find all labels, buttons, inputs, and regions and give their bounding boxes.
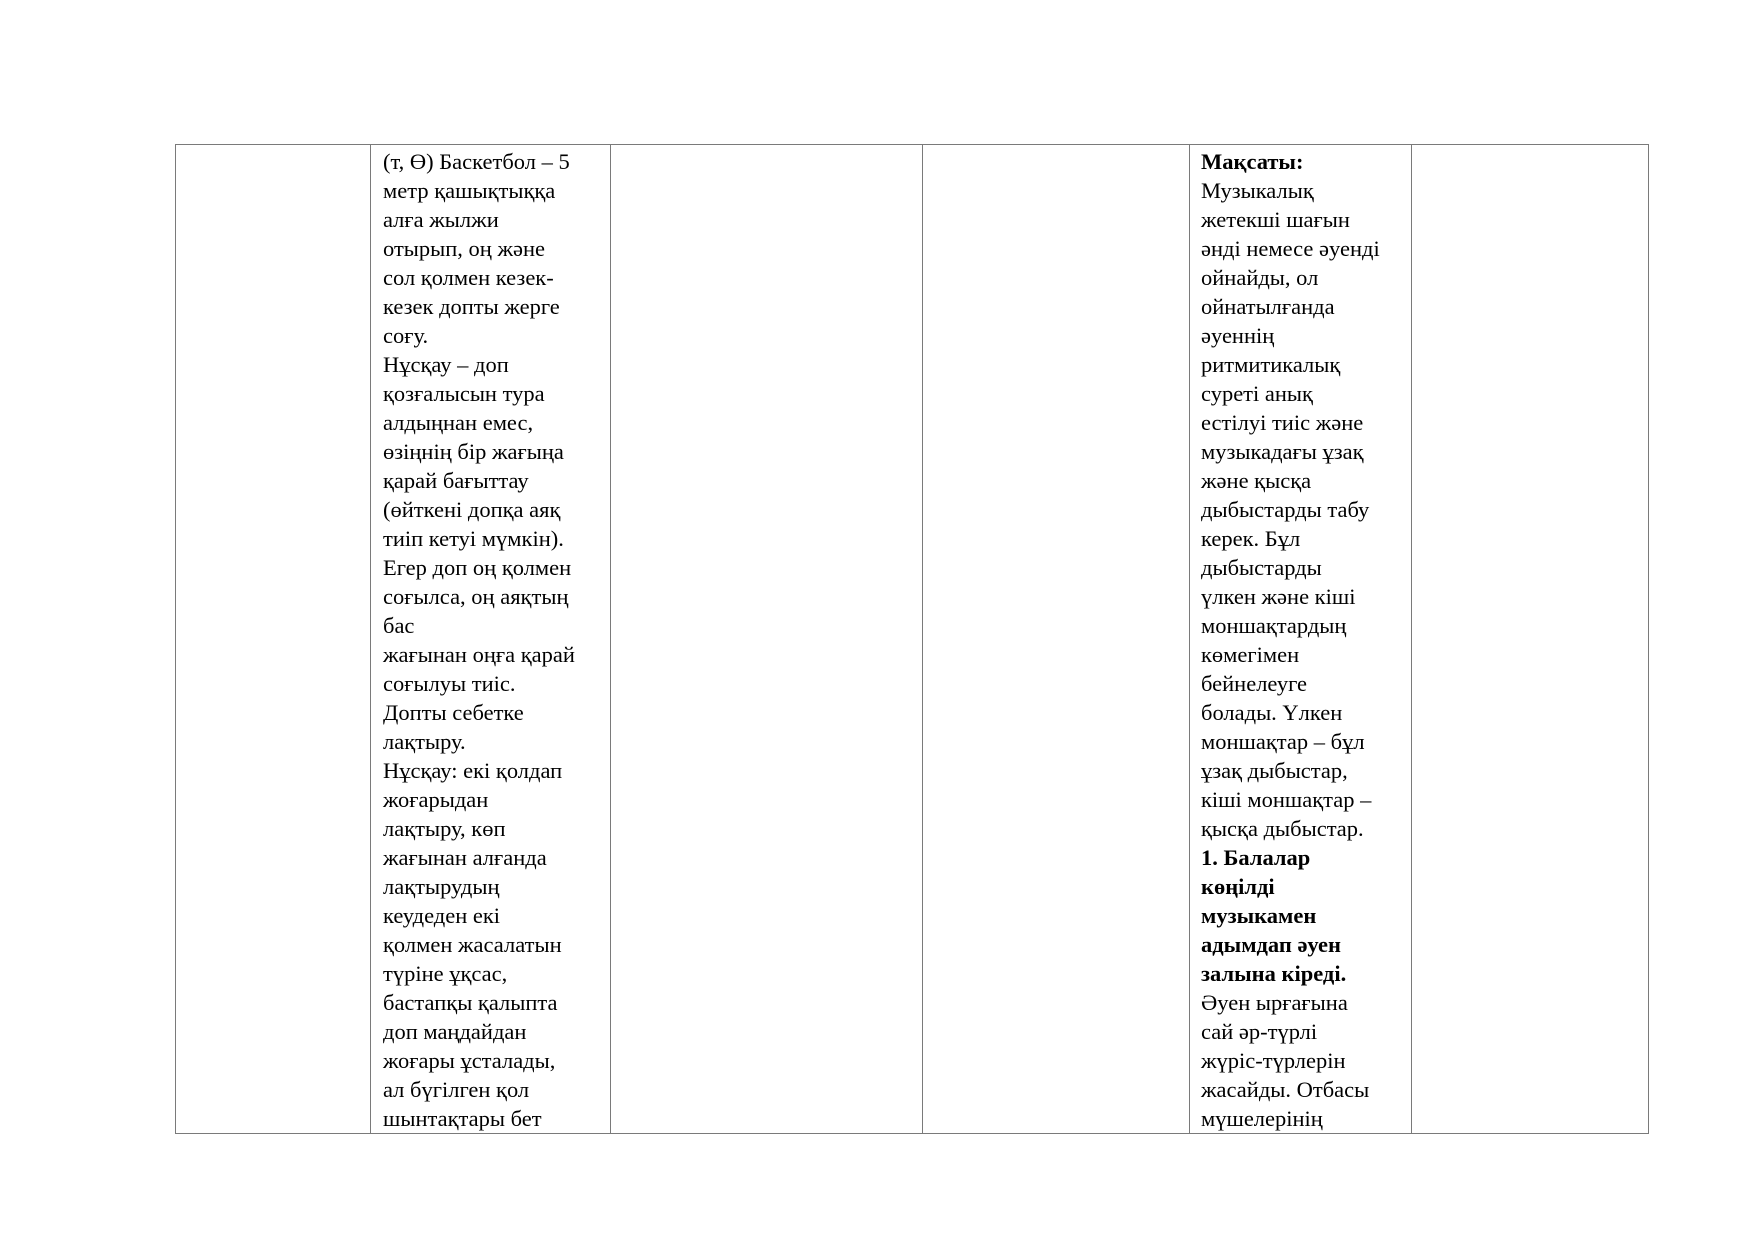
- text-line: ойнайды, ол: [1201, 265, 1319, 290]
- text-line: лақтыру.: [383, 729, 466, 754]
- bold-text-line: көңілді: [1201, 874, 1275, 899]
- text-line: доп маңдайдан: [383, 1019, 527, 1044]
- text-line: дыбыстарды: [1201, 555, 1322, 580]
- bold-text-line: залына кіреді.: [1201, 961, 1347, 986]
- text-line: ал бүгілген қол: [383, 1077, 530, 1102]
- text-line: бас: [383, 613, 415, 638]
- bold-text-line: Мақсаты:: [1201, 149, 1304, 174]
- text-line: бастапқы қалыпта: [383, 990, 558, 1015]
- text-line: Егер доп оң қолмен: [383, 555, 572, 580]
- bold-text-line: адымдап әуен: [1201, 932, 1341, 957]
- text-line: соғылса, оң аяқтың: [383, 584, 569, 609]
- text-line: кезек допты жерге: [383, 294, 560, 319]
- text-line: лақтыру, көп: [383, 816, 506, 841]
- music-activity-text: [1190, 145, 1411, 1133]
- text-line: және қысқа: [1201, 468, 1312, 493]
- text-line: қысқа дыбыстар.: [1201, 816, 1364, 841]
- text-line: Әуен ырғағына: [1201, 990, 1348, 1015]
- text-line: суреті анық: [1201, 381, 1313, 406]
- text-line: мүшелерінің: [1201, 1106, 1323, 1131]
- text-line: болады. Үлкен: [1201, 700, 1343, 725]
- text-line: алға жылжи: [383, 207, 499, 232]
- table-cell-music: [1190, 145, 1412, 1134]
- text-line: әуеннің: [1201, 323, 1275, 348]
- text-line: моншақтардың: [1201, 613, 1347, 638]
- text-line: естілуі тиіс және: [1201, 410, 1364, 435]
- text-line: жағынан оңға қарай: [383, 642, 575, 667]
- text-line: түріне ұқсас,: [383, 961, 508, 986]
- text-line: соғылуы тиіс.: [383, 671, 516, 696]
- bold-text-line: музыкамен: [1201, 903, 1317, 928]
- text-line: Допты себетке: [383, 700, 524, 725]
- text-line: Нұсқау – доп: [383, 352, 509, 377]
- text-line: қарай бағыттау: [383, 468, 529, 493]
- text-line: метр қашықтыққа: [383, 178, 556, 203]
- text-line: қолмен жасалатын: [383, 932, 562, 957]
- text-line: жоғары ұсталады,: [383, 1048, 556, 1073]
- text-line: лақтырудың: [383, 874, 500, 899]
- text-line: ритмитикалық: [1201, 352, 1341, 377]
- text-line: дыбыстарды табу: [1201, 497, 1370, 522]
- text-line: отырып, оң және: [383, 236, 546, 261]
- text-line: жағынан алғанда: [383, 845, 547, 870]
- text-line: музыкадағы ұзақ: [1201, 439, 1364, 464]
- text-line: (өйткені допқа аяқ: [383, 497, 561, 522]
- table-cell-empty-3: [611, 145, 923, 1134]
- text-line: әнді немесе әуенді: [1201, 236, 1380, 261]
- schedule-table: [175, 144, 1649, 1134]
- table-cell-basketball: [371, 145, 611, 1134]
- text-line: жоғарыдан: [383, 787, 489, 812]
- text-line: өзіңнің бір жағыңа: [383, 439, 564, 464]
- text-line: тиіп кетуі мүмкін).: [383, 526, 564, 551]
- table-cell-empty-4: [923, 145, 1190, 1134]
- text-line: ұзақ дыбыстар,: [1201, 758, 1348, 783]
- text-line: соғу.: [383, 323, 429, 348]
- table-cell-empty-6: [1412, 145, 1649, 1134]
- text-line: моншақтар – бұл: [1201, 729, 1365, 754]
- text-line: бейнелеуге: [1201, 671, 1308, 696]
- bold-text-line: 1. Балалар: [1201, 845, 1311, 870]
- text-line: Нұсқау: екі қолдап: [383, 758, 563, 783]
- table-cell-empty-1: [176, 145, 371, 1134]
- text-line: қозғалысын тура: [383, 381, 545, 406]
- text-line: алдыңнан емес,: [383, 410, 534, 435]
- table-row: [176, 145, 1649, 1134]
- text-line: жетекші шағын: [1201, 207, 1350, 232]
- text-line: (т, Ө) Баскетбол – 5: [383, 149, 570, 174]
- text-line: жүріс-түрлерін: [1201, 1048, 1346, 1073]
- text-line: сол қолмен кезек-: [383, 265, 554, 290]
- text-line: кеудеден екі: [383, 903, 501, 928]
- text-line: көмегімен: [1201, 642, 1300, 667]
- text-line: керек. Бұл: [1201, 526, 1301, 551]
- text-line: шынтақтары бет: [383, 1106, 542, 1131]
- text-line: үлкен және кіші: [1201, 584, 1356, 609]
- text-line: кіші моншақтар –: [1201, 787, 1372, 812]
- text-line: ойнатылғанда: [1201, 294, 1335, 319]
- text-line: Музыкалық: [1201, 178, 1314, 203]
- basketball-instructions-text: [371, 145, 610, 1133]
- text-line: жасайды. Отбасы: [1201, 1077, 1370, 1102]
- text-line: сай әр-түрлі: [1201, 1019, 1318, 1044]
